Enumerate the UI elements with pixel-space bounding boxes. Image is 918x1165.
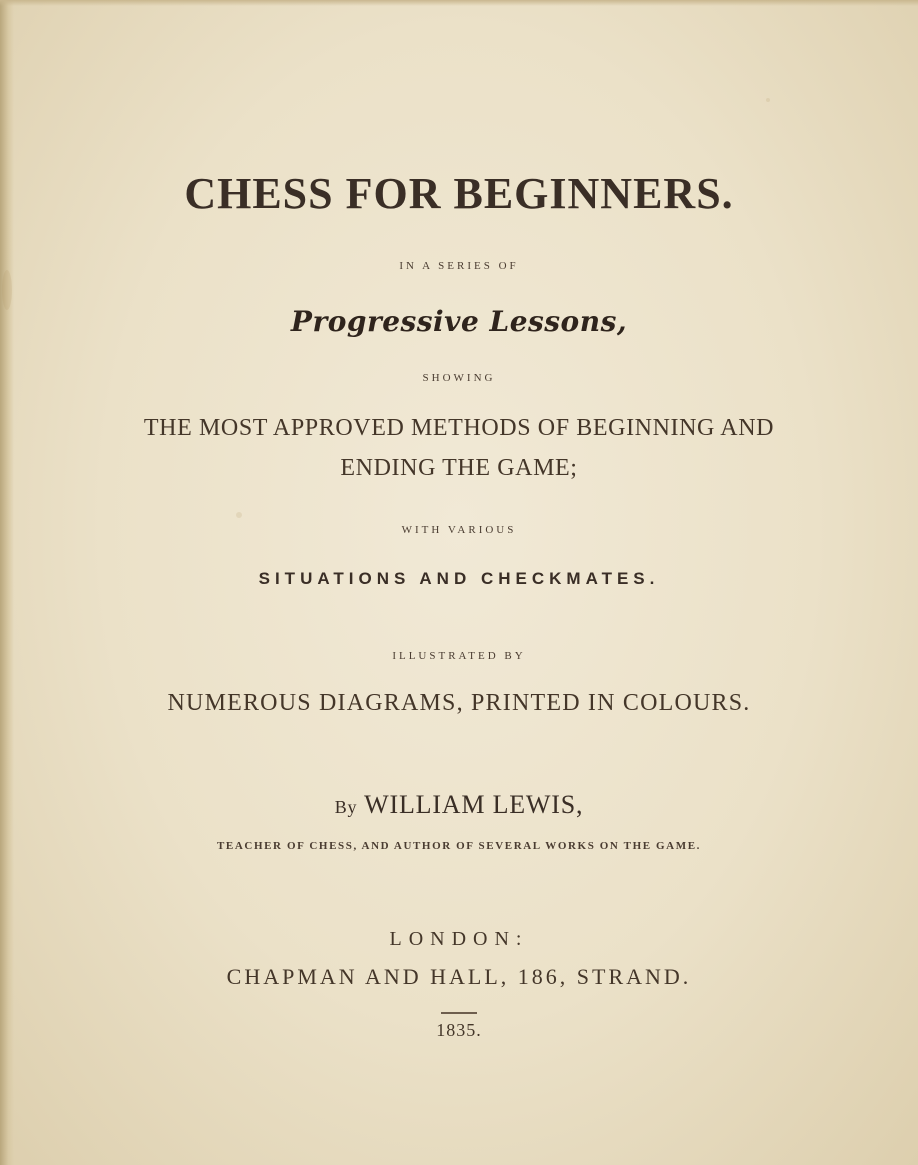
diagrams-line: NUMEROUS DIAGRAMS, PRINTED IN COLOURS. <box>167 690 751 716</box>
author-line <box>0 790 918 820</box>
publisher-line: CHAPMAN AND HALL, 186, STRAND. <box>226 964 692 989</box>
methods-line-2: ENDING THE GAME; <box>340 455 578 481</box>
illustrated-by-label: ILLUSTRATED BY <box>392 650 526 662</box>
year-rule <box>441 1012 477 1014</box>
book-title: CHESS FOR BEGINNERS. <box>184 169 734 218</box>
paper-stain <box>766 98 770 102</box>
publication-year: 1835. <box>436 1020 482 1040</box>
author-description: TEACHER OF CHESS, AND AUTHOR OF SEVERAL WORKS ON THE GAME. <box>217 840 701 852</box>
page-edge-top <box>0 0 918 6</box>
showing-label: SHOWING <box>422 372 496 384</box>
with-various-label: WITH VARIOUS <box>401 524 517 536</box>
series-intro: IN A SERIES OF <box>399 260 519 272</box>
author-name: WILLIAM LEWIS, <box>364 790 584 819</box>
series-name: Progressive Lessons, <box>290 305 628 338</box>
paper-stain <box>236 512 242 518</box>
situations-heading: SITUATIONS AND CHECKMATES. <box>258 569 660 588</box>
author-prefix: By <box>334 797 358 817</box>
publication-place: LONDON: <box>389 928 529 950</box>
methods-line-1: THE MOST APPROVED METHODS OF BEGINNING AND <box>143 415 775 441</box>
paper-stain <box>2 270 12 310</box>
